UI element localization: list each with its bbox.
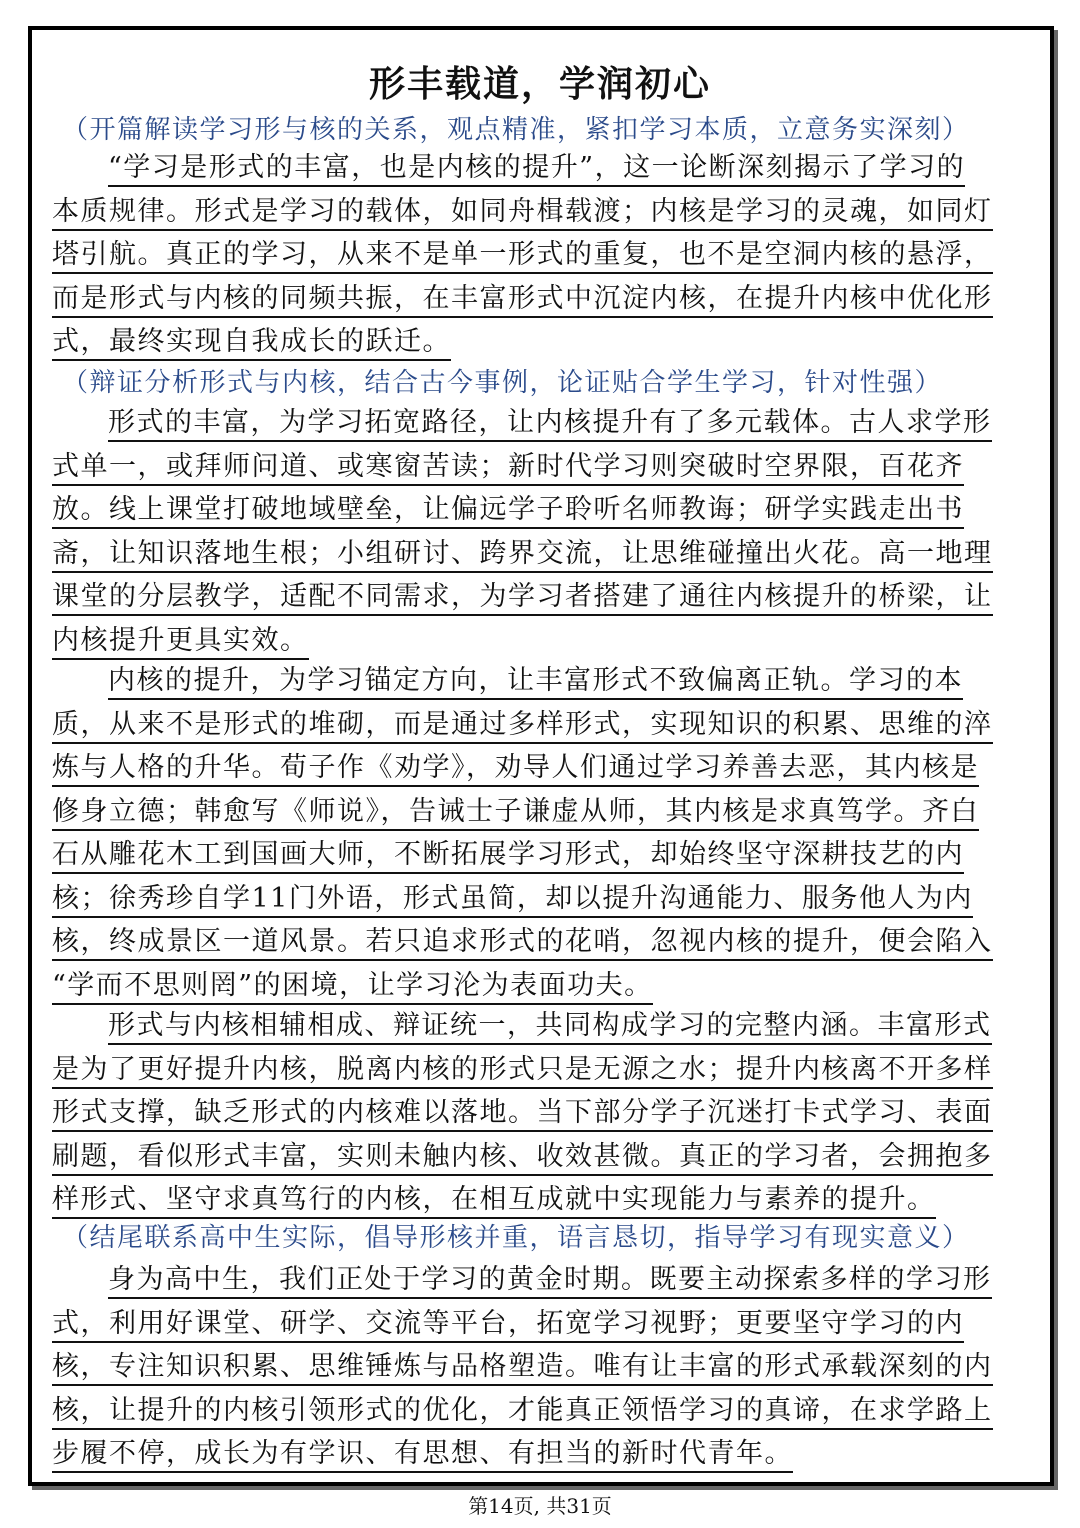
paragraph-line: 形式支撑，缺乏形式的内核难以落地。当下部分学子沉迷打卡式学习、表面 [52, 1095, 1012, 1139]
paragraph-line: 核，专注知识积累、思维锤炼与品格塑造。唯有让丰富的形式承载深刻的内 [52, 1349, 1012, 1393]
paragraph-line: 身为高中生，我们正处于学习的黄金时期。既要主动探索多样的学习形 [52, 1262, 1012, 1306]
paragraph-line: 课堂的分层教学，适配不同需求，为学习者搭建了通往内核提升的桥梁，让 [52, 579, 1012, 623]
paragraph-line: 核，让提升的内核引领形式的优化，才能真正领悟学习的真谛，在求学路上 [52, 1393, 1012, 1437]
paragraph-line: 核，终成景区一道风景。若只追求形式的花哨，忽视内核的提升，便会陷入 [52, 924, 1012, 968]
annotation-2: （辩证分析形式与内核，结合古今事例，论证贴合学生学习，针对性强） [62, 368, 943, 398]
paragraph-1 [52, 150, 1012, 368]
paragraph-line: 样形式、坚守求真笃行的内核，在相互成就中实现能力与素养的提升。 [52, 1182, 1012, 1226]
paragraph-line: 本质规律。形式是学习的载体，如同舟楫载渡；内核是学习的灵魂，如同灯 [52, 194, 1012, 238]
paragraph-line: 内核的提升，为学习锚定方向，让丰富形式不致偏离正轨。学习的本 [52, 663, 1012, 707]
paragraph-5 [52, 1262, 1012, 1480]
paragraph-line: “学而不思则罔”的困境，让学习沦为表面功夫。 [52, 968, 1012, 1012]
paragraph-line: 是为了更好提升内核，脱离内核的形式只是无源之水；提升内核离不开多样 [52, 1052, 1012, 1096]
paragraph-line: 步履不停，成长为有学识、有思想、有担当的新时代青年。 [52, 1436, 1012, 1480]
paragraph-line: 而是形式与内核的同频共振，在丰富形式中沉淀内核，在提升内核中优化形 [52, 281, 1012, 325]
paragraph-3 [52, 663, 1012, 1011]
paragraph-line: 放。线上课堂打破地域壁垒，让偏远学子聆听名师教诲；研学实践走出书 [52, 492, 1012, 536]
annotation-1: （开篇解读学习形与核的关系，观点精准，紧扣学习本质，立意务实深刻） [62, 115, 970, 145]
paragraph-line: 形式与内核相辅相成、辩证统一，共同构成学习的完整内涵。丰富形式 [52, 1008, 1012, 1052]
paragraph-line: 核；徐秀珍自学11门外语，形式虽简，却以提升沟通能力、服务他人为内 [52, 881, 1012, 925]
paragraph-line: 式单一，或拜师问道、或寒窗苦读；新时代学习则突破时空界限，百花齐 [52, 449, 1012, 493]
paragraph-line: 斋，让知识落地生根；小组研讨、跨界交流，让思维碰撞出火花。高一地理 [52, 536, 1012, 580]
paragraph-line: 质，从来不是形式的堆砌，而是通过多样形式，实现知识的积累、思维的淬 [52, 707, 1012, 751]
paragraph-line: 修身立德；韩愈写《师说》，告诫士子谦虚从师，其内核是求真笃学。齐白 [52, 794, 1012, 838]
paragraph-2 [52, 405, 1012, 666]
annotation-3: （结尾联系高中生实际，倡导形核并重，语言恳切，指导学习有现实意义） [62, 1223, 970, 1253]
paragraph-line: 石从雕花木工到国画大师，不断拓展学习形式，却始终坚守深耕技艺的内 [52, 837, 1012, 881]
paragraph-line: “学习是形式的丰富，也是内核的提升”，这一论断深刻揭示了学习的 [52, 150, 1012, 194]
paragraph-line: 式，最终实现自我成长的跃迁。 [52, 324, 1012, 368]
paragraph-line: 塔引航。真正的学习，从来不是单一形式的重复，也不是空洞内核的悬浮， [52, 237, 1012, 281]
paragraph-line: 式，利用好课堂、研学、交流等平台，拓宽学习视野；更要坚守学习的内 [52, 1306, 1012, 1350]
paragraph-line: 内核提升更具实效。 [52, 623, 1012, 667]
essay-title: 形丰载道，学润初心 [368, 63, 711, 105]
page-number: 第14页, 共31页 [468, 1494, 612, 1518]
paragraph-line: 刷题，看似形式丰富，实则未触内核、收效甚微。真正的学习者，会拥抱多 [52, 1139, 1012, 1183]
paragraph-line: 形式的丰富，为学习拓宽路径，让内核提升有了多元载体。古人求学形 [52, 405, 1012, 449]
paragraph-4 [52, 1008, 1012, 1226]
paragraph-line: 炼与人格的升华。荀子作《劝学》，劝导人们通过学习养善去恶，其内核是 [52, 750, 1012, 794]
